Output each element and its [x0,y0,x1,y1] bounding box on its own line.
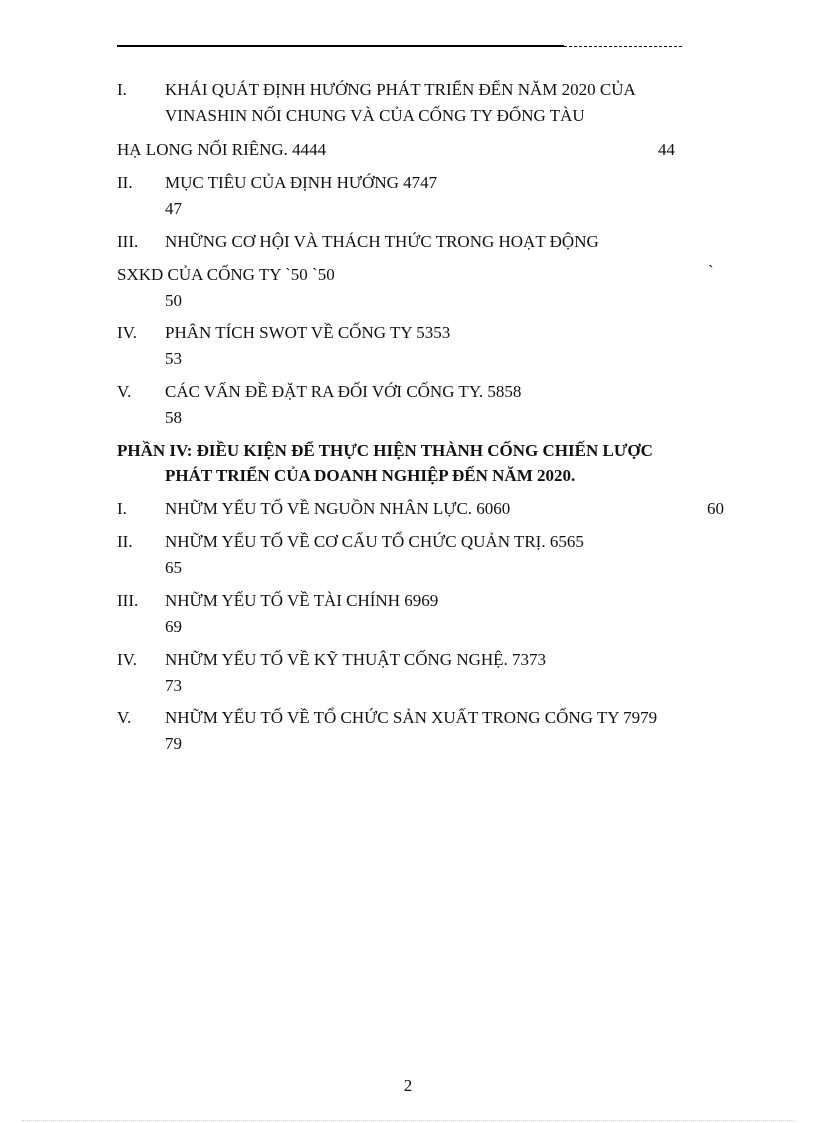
toc-number: II. [117,532,133,551]
page-number: 2 [403,1076,413,1095]
toc-title: NHỮM YẾU TỐ VỀ TỔ CHỨC SẢN XUẤT TRONG CỐNG TY 7979 [165,708,658,727]
toc-page-number: 53 [165,349,182,368]
toc-title: NHỮM YẾU TỐ VỀ NGUỒN NHÂN LỰC. 6060 [165,499,511,518]
toc-number: V. [117,382,132,401]
toc-number: II. [117,173,133,192]
toc-page-number: 73 [165,676,182,695]
toc-number: III. [117,232,139,251]
toc-title: NHỮM YẾU TỐ VỀ TÀI CHÍNH 6969 [165,591,439,610]
toc-page-number: 47 [165,199,182,218]
toc-title: NHỮM YẾU TỐ VỀ CƠ CẤU TỔ CHỨC QUẢN TRỊ. 6565 [165,532,584,551]
toc-number: I. [117,80,127,99]
toc-page-number: 50 [165,291,182,310]
toc-title: PHÂN TÍCH SWOT VỀ CỐNG TY 5353 [165,323,451,342]
toc-number: IV. [117,323,137,342]
toc-title: KHÁI QUÁT ĐỊNH HƯỚNG PHÁT TRIỂN ĐẾN NĂM 2020 CỦA [165,80,636,99]
toc-number: I. [117,499,127,518]
toc-number: V. [117,708,132,727]
toc-title-continued: SXKD CỦA CỐNG TY `50 `50 [117,265,335,284]
part-heading: PHẦN IV: ĐIỀU KIỆN ĐỂ THỰC HIỆN THÀNH CỐNG CHIẾN LƯỢC [117,441,653,460]
toc-page-number: 79 [165,734,182,753]
toc-page-number: 65 [165,558,182,577]
toc-title: NHỮNG CƠ HỘI VÀ THÁCH THỨC TRONG HOẠT ĐỘNG [165,232,599,251]
toc-number: IV. [117,650,137,669]
toc-title: CÁC VẤN ĐỀ ĐẶT RA ĐỐI VỚI CỐNG TY. 5858 [165,382,522,401]
page-edge-dotted-rule [22,1120,794,1121]
part-heading-continued: PHÁT TRIỂN CỦA DOANH NGHIỆP ĐẾN NĂM 2020. [165,466,576,485]
toc-title: NHỮM YẾU TỐ VỀ KỸ THUẬT CỐNG NGHỆ. 7373 [165,650,547,669]
toc-page-number: 44 [658,140,675,159]
toc-page-number: 60 [707,499,724,518]
header-rule [117,45,564,47]
toc-title-continued: VINASHIN NỐI CHUNG VÀ CỦA CỐNG TY ĐỐNG TÀU [165,106,585,125]
toc-page-number: 69 [165,617,182,636]
header-dashed-rule [564,46,682,47]
stray-mark: ` [708,262,714,281]
toc-title: MỤC TIÊU CỦA ĐỊNH HƯỚNG 4747 [165,173,438,192]
toc-number: III. [117,591,139,610]
toc-title-continued: HẠ LONG NỐI RIÊNG. 4444 [117,140,327,159]
toc-page-number: 58 [165,408,182,427]
